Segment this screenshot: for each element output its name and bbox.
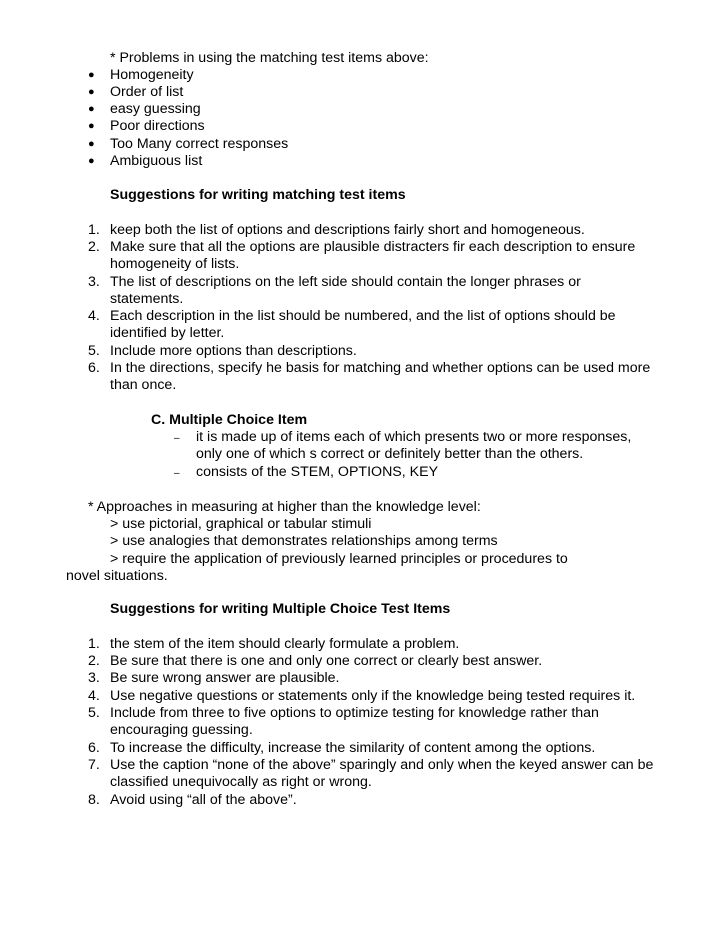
dash-icon: – bbox=[174, 433, 180, 444]
problem-item: easy guessing bbox=[110, 101, 201, 117]
matching-suggestions-heading: Suggestions for writing matching test items bbox=[110, 187, 406, 203]
mc-point-line: it is made up of items each of which presents two or more responses, bbox=[196, 429, 632, 445]
list-number: 6. bbox=[88, 740, 100, 756]
list-number: 4. bbox=[88, 688, 100, 704]
bullet-icon: ● bbox=[88, 69, 95, 81]
list-number: 3. bbox=[88, 274, 100, 290]
list-number: 5. bbox=[88, 343, 100, 359]
bullet-icon: ● bbox=[88, 138, 95, 150]
mc-suggestion-line: Avoid using “all of the above”. bbox=[110, 792, 297, 808]
list-number: 1. bbox=[88, 636, 100, 652]
approach-item: > use analogies that demonstrates relationships among terms bbox=[110, 533, 498, 549]
problem-item: Poor directions bbox=[110, 118, 205, 134]
mc-suggestion-line: encouraging guessing. bbox=[110, 722, 253, 738]
bullet-icon: ● bbox=[88, 155, 95, 167]
mc-suggestion-line: Use negative questions or statements only if the knowledge being tested requires it. bbox=[110, 688, 636, 704]
matching-item-line: statements. bbox=[110, 291, 184, 307]
mc-suggestion-line: Be sure wrong answer are plausible. bbox=[110, 670, 340, 686]
mc-suggestions-heading: Suggestions for writing Multiple Choice Test Items bbox=[110, 601, 451, 617]
bullet-icon: ● bbox=[88, 86, 95, 98]
list-number: 5. bbox=[88, 705, 100, 721]
problem-item: Too Many correct responses bbox=[110, 136, 289, 152]
list-number: 4. bbox=[88, 308, 100, 324]
matching-item-line: than once. bbox=[110, 377, 177, 393]
list-number: 6. bbox=[88, 360, 100, 376]
list-number: 3. bbox=[88, 670, 100, 686]
list-number: 2. bbox=[88, 653, 100, 669]
problem-item: Order of list bbox=[110, 84, 184, 100]
mc-suggestion-line: the stem of the item should clearly formulate a problem. bbox=[110, 636, 460, 652]
multiple-choice-heading: C. Multiple Choice Item bbox=[151, 412, 308, 428]
mc-suggestion-line: classified unequivocally as right or wrong. bbox=[110, 774, 372, 790]
list-number: 7. bbox=[88, 757, 100, 773]
matching-item-line: homogeneity of lists. bbox=[110, 256, 240, 272]
mc-point-line: consists of the STEM, OPTIONS, KEY bbox=[196, 464, 439, 480]
problem-item: Homogeneity bbox=[110, 67, 194, 83]
matching-item-line: In the directions, specify he basis for matching and whether options can be used more bbox=[110, 360, 651, 376]
mc-suggestion-line: To increase the difficulty, increase the similarity of content among the options. bbox=[110, 740, 596, 756]
list-number: 8. bbox=[88, 792, 100, 808]
matching-item-line: Include more options than descriptions. bbox=[110, 343, 357, 359]
approaches-heading: * Approaches in measuring at higher than the knowledge level: bbox=[88, 499, 481, 515]
matching-item-line: Each description in the list should be numbered, and the list of options should be bbox=[110, 308, 616, 324]
list-number: 2. bbox=[88, 239, 100, 255]
dash-icon: – bbox=[174, 468, 180, 479]
problem-item: Ambiguous list bbox=[110, 153, 203, 169]
bullet-icon: ● bbox=[88, 120, 95, 132]
mc-point-line: only one of which s correct or definitely better than the others. bbox=[196, 446, 584, 462]
approach-continuation: novel situations. bbox=[66, 568, 168, 584]
problems-heading: * Problems in using the matching test items above: bbox=[110, 50, 429, 66]
matching-item-line: The list of descriptions on the left side should contain the longer phrases or bbox=[110, 274, 581, 290]
matching-item-line: Make sure that all the options are plausible distracters fir each description to ensure bbox=[110, 239, 636, 255]
matching-item-line: keep both the list of options and descriptions fairly short and homogeneous. bbox=[110, 222, 585, 238]
list-number: 1. bbox=[88, 222, 100, 238]
mc-suggestion-line: Use the caption “none of the above” sparingly and only when the keyed answer can be bbox=[110, 757, 654, 773]
mc-suggestion-line: Include from three to five options to optimize testing for knowledge rather than bbox=[110, 705, 599, 721]
matching-item-line: identified by letter. bbox=[110, 325, 225, 341]
bullet-icon: ● bbox=[88, 103, 95, 115]
approach-item: > use pictorial, graphical or tabular stimuli bbox=[110, 516, 372, 532]
mc-suggestion-line: Be sure that there is one and only one correct or clearly best answer. bbox=[110, 653, 543, 669]
approach-item: > require the application of previously learned principles or procedures to bbox=[110, 551, 568, 567]
